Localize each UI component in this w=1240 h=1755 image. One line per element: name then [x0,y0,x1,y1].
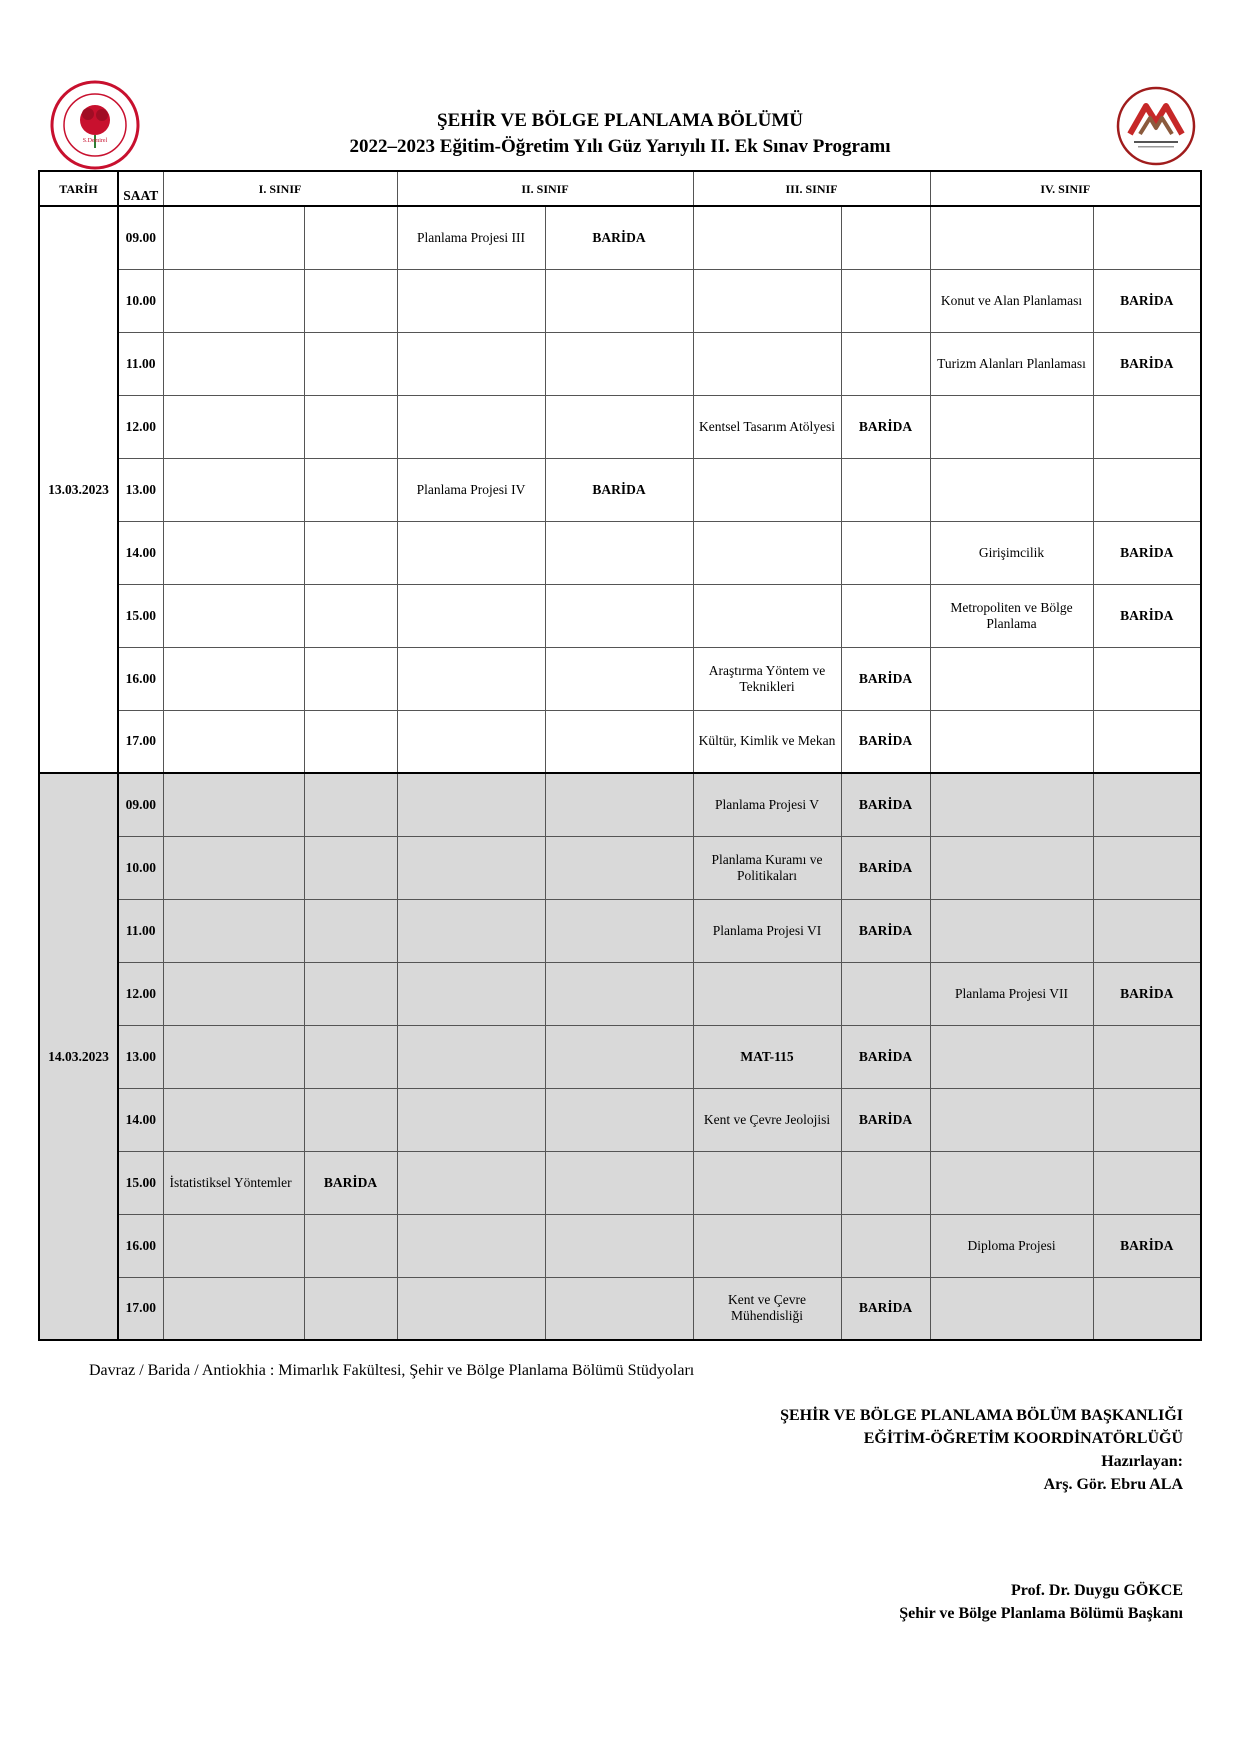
course-cell [930,710,1093,773]
course-cell [163,332,304,395]
course-cell [930,458,1093,521]
time-cell: 12.00 [118,962,163,1025]
course-cell [397,1277,545,1340]
location-cell [841,269,930,332]
footer-department: ŞEHİR VE BÖLGE PLANLAMA BÖLÜM BAŞKANLIĞI [780,1407,1183,1424]
footer-head-title: Şehir ve Bölge Planlama Bölümü Başkanı [899,1605,1183,1622]
location-cell: BARİDA [1093,1214,1201,1277]
course-cell: Planlama Kuramı ve Politikaları [693,836,841,899]
location-cell: BARİDA [841,1277,930,1340]
course-cell [693,521,841,584]
time-cell: 10.00 [118,836,163,899]
course-cell: Metropoliten ve Bölge Planlama [930,584,1093,647]
header-class-1: I. SINIF [163,171,397,206]
time-cell: 09.00 [118,773,163,836]
location-cell [841,521,930,584]
course-cell [163,647,304,710]
table-row [39,836,1201,899]
location-cell [545,521,693,584]
course-cell [397,647,545,710]
location-cell [304,1088,397,1151]
page-subtitle: 2022–2023 Eğitim-Öğretim Yılı Güz Yarıyılı II. Ek Sınav Programı [349,136,891,157]
table-row [39,647,1201,710]
course-cell [397,899,545,962]
location-cell [304,1025,397,1088]
location-cell [545,1277,693,1340]
footer-head-name: Prof. Dr. Duygu GÖKCE [1010,1582,1183,1599]
course-cell: Araştırma Yöntem ve Teknikleri [693,647,841,710]
course-cell: Diploma Projesi [930,1214,1093,1277]
course-cell [163,521,304,584]
table-row [39,1025,1201,1088]
course-cell [163,269,304,332]
location-cell: BARİDA [1093,332,1201,395]
location-cell [304,836,397,899]
location-cell: BARİDA [841,836,930,899]
location-cell: BARİDA [841,395,930,458]
time-cell: 10.00 [118,269,163,332]
course-cell [397,332,545,395]
time-cell: 17.00 [118,1277,163,1340]
course-cell: MAT-115 [693,1025,841,1088]
course-cell [397,1025,545,1088]
time-cell: 16.00 [118,1214,163,1277]
location-cell [1093,647,1201,710]
location-cell [545,1088,693,1151]
page-title: ŞEHİR VE BÖLGE PLANLAMA BÖLÜMÜ [437,110,803,131]
header-saat: SAAT [118,171,163,206]
course-cell: Konut ve Alan Planlaması [930,269,1093,332]
time-cell: 13.00 [118,458,163,521]
time-cell: 11.00 [118,899,163,962]
schedule-body [39,206,1201,1340]
exam-schedule-table [38,170,1202,1341]
course-cell [397,269,545,332]
course-cell: Planlama Projesi VII [930,962,1093,1025]
location-cell [841,206,930,269]
footer-preparer-name: Arş. Gör. Ebru ALA [1043,1476,1183,1493]
course-cell [397,521,545,584]
svg-text:S.Demirel: S.Demirel [82,138,108,144]
location-cell [545,269,693,332]
course-cell [163,1088,304,1151]
location-cell [841,332,930,395]
location-cell [1093,1277,1201,1340]
location-cell [545,1025,693,1088]
table-row [39,710,1201,773]
location-cell [304,647,397,710]
table-row [39,521,1201,584]
location-cell: BARİDA [841,710,930,773]
course-cell [693,269,841,332]
location-cell [545,962,693,1025]
location-cell [545,332,693,395]
footer-prepared-label: Hazırlayan: [1101,1453,1183,1470]
location-cell [1093,206,1201,269]
location-cell [545,395,693,458]
location-cell [545,773,693,836]
course-cell: Kent ve Çevre Jeolojisi [693,1088,841,1151]
location-cell [1093,1151,1201,1214]
table-row [39,1088,1201,1151]
course-cell [930,899,1093,962]
time-cell: 13.00 [118,1025,163,1088]
location-cell: BARİDA [545,458,693,521]
course-cell [930,1277,1093,1340]
location-cell: BARİDA [1093,584,1201,647]
location-cell [304,584,397,647]
course-cell: Planlama Projesi IV [397,458,545,521]
location-cell [304,710,397,773]
location-cell [304,1277,397,1340]
location-cell: BARİDA [841,647,930,710]
header-class-4: IV. SINIF [930,171,1201,206]
location-cell [545,836,693,899]
course-cell: Planlama Projesi V [693,773,841,836]
course-cell [693,332,841,395]
time-cell: 17.00 [118,710,163,773]
time-cell: 15.00 [118,1151,163,1214]
footer-coordination: EĞİTİM-ÖĞRETİM KOORDİNATÖRLÜĞÜ [863,1430,1183,1447]
course-cell [930,1025,1093,1088]
location-cell [1093,899,1201,962]
table-row [39,584,1201,647]
location-cell: BARİDA [841,773,930,836]
location-cell [304,332,397,395]
location-cell [304,773,397,836]
course-cell [930,1151,1093,1214]
date-cell: 13.03.2023 [39,206,118,773]
location-cell: BARİDA [545,206,693,269]
table-row [39,1151,1201,1214]
location-cell [304,521,397,584]
course-cell: Girişimcilik [930,521,1093,584]
course-cell: Turizm Alanları Planlaması [930,332,1093,395]
course-cell [163,1277,304,1340]
course-cell: İstatistiksel Yöntemler [163,1151,304,1214]
course-cell [397,584,545,647]
table-row [39,458,1201,521]
location-cell: BARİDA [841,1025,930,1088]
course-cell [693,206,841,269]
course-cell [163,899,304,962]
table-row [39,773,1201,836]
location-cell [304,962,397,1025]
header-tarih: TARİH [39,171,118,206]
course-cell [163,836,304,899]
course-cell [930,206,1093,269]
location-cell [545,1214,693,1277]
table-header-row [39,171,1201,206]
location-cell [304,206,397,269]
location-cell [841,1214,930,1277]
course-cell [163,458,304,521]
course-cell [397,1088,545,1151]
course-cell [397,395,545,458]
course-cell [163,710,304,773]
location-cell [1093,1088,1201,1151]
location-cell: BARİDA [304,1151,397,1214]
time-cell: 14.00 [118,521,163,584]
location-cell [304,1214,397,1277]
table-row [39,332,1201,395]
course-cell [397,962,545,1025]
location-cell [304,269,397,332]
course-cell [693,584,841,647]
course-cell: Planlama Projesi III [397,206,545,269]
location-cell [545,647,693,710]
course-cell [930,836,1093,899]
time-cell: 14.00 [118,1088,163,1151]
table-row [39,962,1201,1025]
location-cell [545,710,693,773]
course-cell [693,1151,841,1214]
location-cell [1093,773,1201,836]
location-cell [841,962,930,1025]
header-class-2: II. SINIF [397,171,693,206]
course-cell [163,773,304,836]
course-cell: Kent ve Çevre Mühendisliği [693,1277,841,1340]
course-cell [930,647,1093,710]
course-cell [397,773,545,836]
course-cell [163,206,304,269]
location-cell: BARİDA [1093,521,1201,584]
location-cell: BARİDA [1093,269,1201,332]
course-cell [397,1151,545,1214]
location-cell [841,584,930,647]
location-cell: BARİDA [1093,962,1201,1025]
time-cell: 12.00 [118,395,163,458]
course-cell [163,962,304,1025]
course-cell [397,836,545,899]
course-cell [693,458,841,521]
course-cell [930,773,1093,836]
course-cell [163,584,304,647]
table-row [39,1277,1201,1340]
studio-note: Davraz / Barida / Antiokhia : Mimarlık Fakültesi, Şehir ve Bölge Planlama Bölümü Stüdyoları [89,1362,695,1379]
location-cell [1093,395,1201,458]
course-cell [693,962,841,1025]
location-cell [841,1151,930,1214]
location-cell [1093,836,1201,899]
course-cell [163,1214,304,1277]
location-cell [545,1151,693,1214]
location-cell [1093,1025,1201,1088]
location-cell [304,899,397,962]
time-cell: 15.00 [118,584,163,647]
time-cell: 16.00 [118,647,163,710]
header-class-3: III. SINIF [693,171,930,206]
course-cell [397,710,545,773]
location-cell [545,584,693,647]
location-cell [304,395,397,458]
date-cell: 14.03.2023 [39,773,118,1340]
table-row [39,269,1201,332]
course-cell: Kültür, Kimlik ve Mekan [693,710,841,773]
table-row [39,1214,1201,1277]
time-cell: 09.00 [118,206,163,269]
time-cell: 11.00 [118,332,163,395]
table-row [39,206,1201,269]
course-cell [163,1025,304,1088]
location-cell [304,458,397,521]
location-cell [1093,710,1201,773]
course-cell [397,1214,545,1277]
location-cell [841,458,930,521]
course-cell: Kentsel Tasarım Atölyesi [693,395,841,458]
location-cell [1093,458,1201,521]
location-cell [545,899,693,962]
table-row [39,395,1201,458]
location-cell: BARİDA [841,1088,930,1151]
table-row [39,899,1201,962]
course-cell [163,395,304,458]
course-cell: Planlama Projesi VI [693,899,841,962]
course-cell [930,1088,1093,1151]
course-cell [930,395,1093,458]
course-cell [693,1214,841,1277]
location-cell: BARİDA [841,899,930,962]
